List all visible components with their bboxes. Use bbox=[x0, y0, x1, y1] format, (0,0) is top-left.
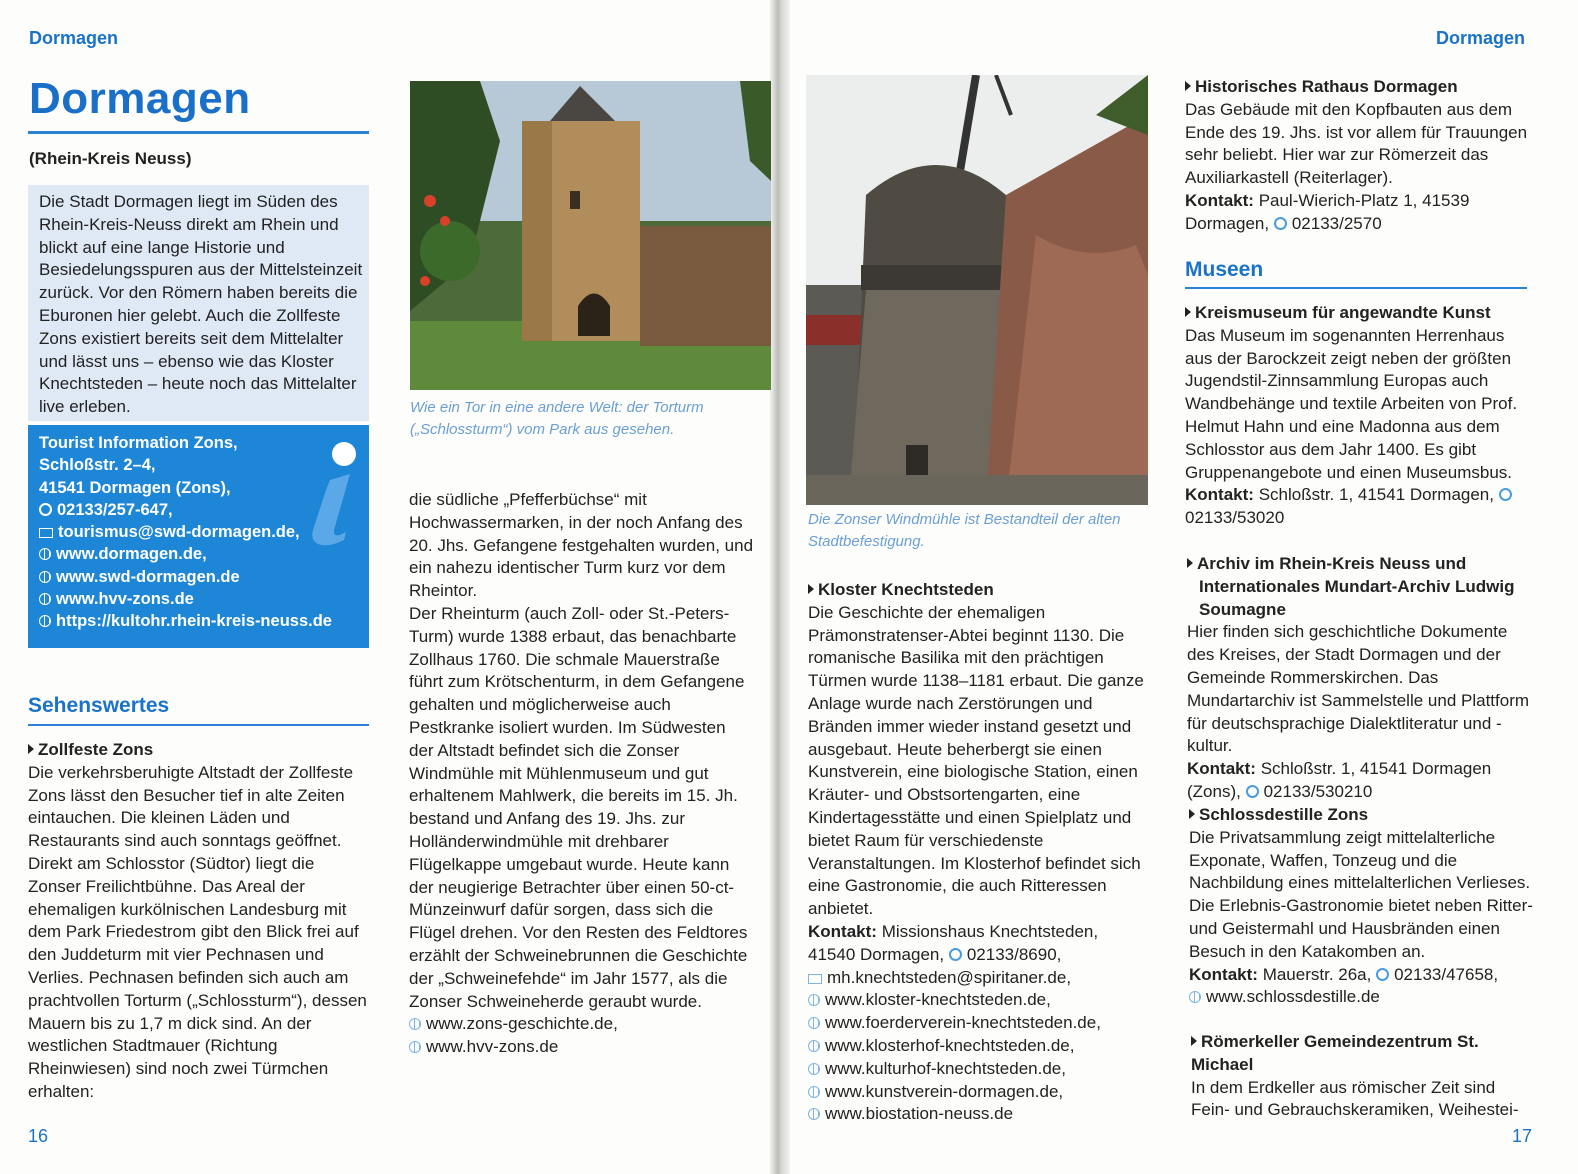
archiv-contact: Kontakt: Schloßstr. 1, 41541 Dormagen (Zons), 02133/530210 bbox=[1187, 759, 1492, 801]
kloster-contact: Kontakt: Missionshaus Knechtsteden, 41540 Dormagen, 02133/8690, bbox=[808, 921, 1099, 964]
globe-icon bbox=[39, 615, 51, 627]
col2-paragraph-1: die südliche „Pfefferbüchse“ mit Hochwassermarken, in der noch Anfang des 20. Jhs. Gefangene festgehalten wurden, und ein nahezu identischer Turm kurz vor dem Rheintor. bbox=[409, 490, 754, 601]
photo-windmill bbox=[806, 75, 1148, 505]
bullet-triangle-icon bbox=[28, 744, 34, 754]
kloster-web-3[interactable]: www.klosterhof-knechtsteden.de, bbox=[808, 1035, 1148, 1058]
phone-icon bbox=[949, 948, 962, 961]
kloster-web-2[interactable]: www.foerderverein-knechtsteden.de, bbox=[808, 1012, 1148, 1035]
schlossdestille-contact: Kontakt: Mauerstr. 26a, 02133/47658, bbox=[1189, 964, 1499, 984]
mail-icon bbox=[39, 528, 53, 538]
schlossdestille-text: Die Privatsammlung zeigt mittelalterliche Exponate, Waffen, Tonzeug und die Nachbildung eines mittelalterlichen Verlieses. Die Erlebnis-Gastronomie bietet neben Ritter- und Geistermahl und Hausbränden einen Besuch in den Katakomben an. bbox=[1189, 827, 1533, 961]
zollfeste-heading: Zollfeste Zons bbox=[28, 739, 368, 762]
kloster-web-6[interactable]: www.biostation-neuss.de bbox=[808, 1103, 1148, 1126]
rathaus-heading: Historisches Rathaus Dormagen bbox=[1185, 76, 1530, 99]
photo-torturm bbox=[410, 81, 771, 390]
region-subtitle: (Rhein-Kreis Neuss) bbox=[29, 149, 192, 168]
photo-caption-windmill: Die Zonser Windmühle ist Bestandteil der alten Stadtbefestigung. bbox=[808, 511, 1121, 550]
info-email[interactable]: tourismus@swd-dormagen.de, bbox=[39, 521, 369, 543]
info-web-4[interactable]: https://kultohr.rhein-kreis-neuss.de bbox=[39, 610, 369, 632]
rathaus-contact: Kontakt: Paul-Wierich-Platz 1, 41539 Dormagen, 02133/2570 bbox=[1185, 190, 1470, 233]
book-gutter bbox=[770, 0, 790, 1174]
section-heading-sehenswertes: Sehenswertes bbox=[28, 694, 170, 717]
archiv-heading: Archiv im Rhein-Kreis Neuss und Internationales Mundart-Archiv Ludwig Soumagne bbox=[1187, 553, 1532, 621]
bullet-triangle-icon bbox=[1185, 81, 1191, 91]
bullet-triangle-icon bbox=[1191, 1036, 1197, 1046]
running-header-right: Dormagen bbox=[1436, 28, 1526, 48]
col2-text bbox=[409, 489, 754, 1059]
kloster-email[interactable]: mh.knechtsteden@spiritaner.de, bbox=[808, 967, 1148, 990]
info-line-2: Schloßstr. 2–4, bbox=[39, 456, 156, 475]
kloster-web-5[interactable]: www.kunstverein-dormagen.de, bbox=[808, 1081, 1148, 1104]
globe-icon bbox=[409, 1041, 421, 1053]
col2-web-1[interactable]: www.zons-geschichte.de, bbox=[409, 1013, 754, 1036]
globe-icon bbox=[39, 548, 51, 560]
info-web-3[interactable]: www.hvv-zons.de bbox=[39, 588, 369, 610]
globe-icon bbox=[808, 1108, 820, 1120]
bullet-triangle-icon bbox=[808, 584, 814, 594]
roemerkeller-text: In dem Erdkeller aus römischer Zeit sind Fein- und Gebrauchskeramiken, Weihestei- bbox=[1191, 1077, 1519, 1120]
globe-icon bbox=[409, 1018, 421, 1030]
kreismuseum-section bbox=[1185, 302, 1530, 530]
col2-web-2[interactable]: www.hvv-zons.de bbox=[409, 1036, 754, 1059]
kreismuseum-text: Das Museum im sogenannten Herrenhaus aus der Barockzeit zeigt neben der größten Jugendstil-Zinnsammlung Europas auch Wandbehänge und textile Arbeiten von Prof. Helmut Hahn und eine Madonna aus dem Schlosstor aus dem Jahr 1400. Es gibt Gruppenangebote und einen Museumsbus. bbox=[1185, 325, 1518, 482]
kloster-section bbox=[808, 579, 1148, 1126]
running-header-left: Dormagen bbox=[29, 28, 119, 48]
globe-icon bbox=[1189, 991, 1201, 1003]
kloster-heading: Kloster Knechtsteden bbox=[808, 579, 1148, 602]
schlossdestille-section bbox=[1189, 804, 1534, 1009]
mail-icon bbox=[808, 974, 822, 984]
kreismuseum-heading: Kreismuseum für angewandte Kunst bbox=[1185, 302, 1530, 325]
roemerkeller-heading: Römerkeller Gemeindezentrum St. Michael bbox=[1191, 1032, 1479, 1074]
globe-icon bbox=[808, 1086, 820, 1098]
intro-text: Die Stadt Dormagen liegt im Süden des Rhein-Kreis-Neuss direkt am Rhein und blickt auf eine lange Historie und Besiedelungsspuren aus der Mittelsteinzeit zurück. Vor den Römern haben bereits die Eburonen hier gelebt. Auch die Zollfeste Zons existiert bereits seit dem Mittelalter und lässt uns – ebenso wie das Kloster Knechtsteden – heute noch das Mittelalter live erleben. bbox=[39, 192, 363, 417]
kloster-web-1[interactable]: www.kloster-knechtsteden.de, bbox=[808, 989, 1148, 1012]
section-heading-museen: Museen bbox=[1185, 258, 1264, 281]
roemerkeller-section bbox=[1191, 1031, 1536, 1122]
rathaus-section bbox=[1185, 76, 1530, 236]
archiv-section bbox=[1187, 553, 1532, 804]
kloster-text: Die Geschichte der ehemaligen Prämonstratenser-Abtei beginnt 1130. Die romanische Basilika mit den prächtigen Türmen wurde 1138–1181 erbaut. Die ganze Anlage wurde nach Zerstörungen und Bränden immer wieder instand gesetzt und ausgebaut. Heute beherbergt sie einen Kunstverein, eine biologische Station, einen Kräuter- und Obstsortengarten, eine Kindertagesstätte und einen Spielplatz und bietet Raum für verschiedenste Veranstaltungen. Im Klosterhof befindet sich eine Gastronomie, die auch Ritteressen anbietet. bbox=[808, 602, 1144, 919]
info-phone[interactable]: 02133/257-647, bbox=[39, 499, 369, 521]
bullet-triangle-icon bbox=[1185, 307, 1191, 317]
globe-icon bbox=[39, 571, 51, 583]
bullet-triangle-icon bbox=[1189, 809, 1195, 819]
page-number-left: 16 bbox=[28, 1126, 49, 1146]
photo-caption-torturm: Wie ein Tor in eine andere Welt: der Torturm („Schlossturm“) vom Park aus gesehen. bbox=[410, 399, 704, 438]
bullet-triangle-icon bbox=[1187, 558, 1193, 568]
section-rule bbox=[1185, 287, 1527, 289]
rathaus-text: Das Gebäude mit den Kopfbauten aus dem Ende des 19. Jhs. ist vor allem für Trauungen sehr beliebt. Hier war zur Römerzeit das Auxiliarkastell (Reiterlager). bbox=[1185, 99, 1528, 188]
globe-icon bbox=[808, 1017, 820, 1029]
phone-icon bbox=[39, 503, 52, 516]
schlossdestille-web[interactable]: www.schlossdestille.de bbox=[1189, 986, 1534, 1009]
globe-icon bbox=[808, 1063, 820, 1075]
page-number-right: 17 bbox=[1512, 1126, 1533, 1146]
kreismuseum-contact: Kontakt: Schloßstr. 1, 41541 Dormagen, 02133/53020 bbox=[1185, 484, 1530, 530]
tourist-info-text bbox=[39, 432, 369, 633]
info-line-3: 41541 Dormagen (Zons), bbox=[39, 478, 231, 497]
zollfeste-text: Die verkehrsberuhigte Altstadt der Zollfeste Zons lässt den Besucher tief in alte Zeiten eintauchen. Die kleinen Läden und Restaurants sind auch sonntags geöffnet. Direkt am Schlosstor (Südtor) liegt die Zonser Freilichtbühne. Das Areal der ehemaligen kurkölnischen Landesburg mit dem Park Friedestrom gibt den Blick frei auf den Juddeturm mit vier Pechnasen und Verlies. Pechnasen befinden sich auch am prachtvollen Torturm („Schlossturm“), dessen Mauern bis zu 1,7 m dick sind. An der westlichen Stadtmauer (Richtung Rheinwiesen) sind noch zwei Türmchen erhalten: bbox=[28, 762, 367, 1101]
info-line-1: Tourist Information Zons, bbox=[39, 434, 238, 452]
schlossdestille-heading: Schlossdestille Zons bbox=[1189, 804, 1534, 827]
phone-icon bbox=[1274, 217, 1287, 230]
info-web-1[interactable]: www.dormagen.de, bbox=[39, 543, 369, 565]
kloster-web-4[interactable]: www.kulturhof-knechtsteden.de, bbox=[808, 1058, 1148, 1081]
title-rule bbox=[28, 131, 369, 134]
archiv-text: Hier finden sich geschichtliche Dokumente des Kreises, der Stadt Dormagen und der Gemeinde Rommerskirchen. Das Mundartarchiv ist Sammelstelle und Plattform für deutschsprachige Dialektliteratur und -kultur. bbox=[1187, 622, 1530, 756]
col2-paragraph-2: Der Rheinturm (auch Zoll- oder St.-Peters-Turm) wurde 1388 erbaut, das benachbarte Zollhaus 1760. Die schmale Mauerstraße führt zum Krötschenturm, in dem Gefangene gehalten und möglicherweise auch Pestkranke isoliert wurden. Im Südwesten der Altstadt befindet sich die Zonser Windmühle mit Mühlenmuseum und gut erhaltenem Mahlwerk, die bereits im 15. Jh. bestand und Anfang des 19. Jhs. zur Holländerwindmühle mit drehbarer Flügelkappe umgebaut wurde. Heute kann der neugierige Betrachter über einen 50-ct-Münzeinwurf dafür sorgen, dass sich die Flügel drehen. Vor den Resten des Feldtores erzählt der Schweinebrunnen die Geschichte der „Schweinefehde“ im Jahr 1577, als die Zonser Schweineherde geraubt wurde. bbox=[409, 603, 748, 1011]
info-web-2[interactable]: www.swd-dormagen.de bbox=[39, 566, 369, 588]
globe-icon bbox=[39, 593, 51, 605]
globe-icon bbox=[808, 994, 820, 1006]
section-rule bbox=[28, 724, 369, 726]
phone-icon bbox=[1246, 785, 1259, 798]
phone-icon bbox=[1499, 488, 1512, 501]
globe-icon bbox=[808, 1040, 820, 1052]
zollfeste-section bbox=[28, 739, 368, 1104]
page-title: Dormagen bbox=[29, 74, 251, 123]
phone-icon bbox=[1376, 968, 1389, 981]
